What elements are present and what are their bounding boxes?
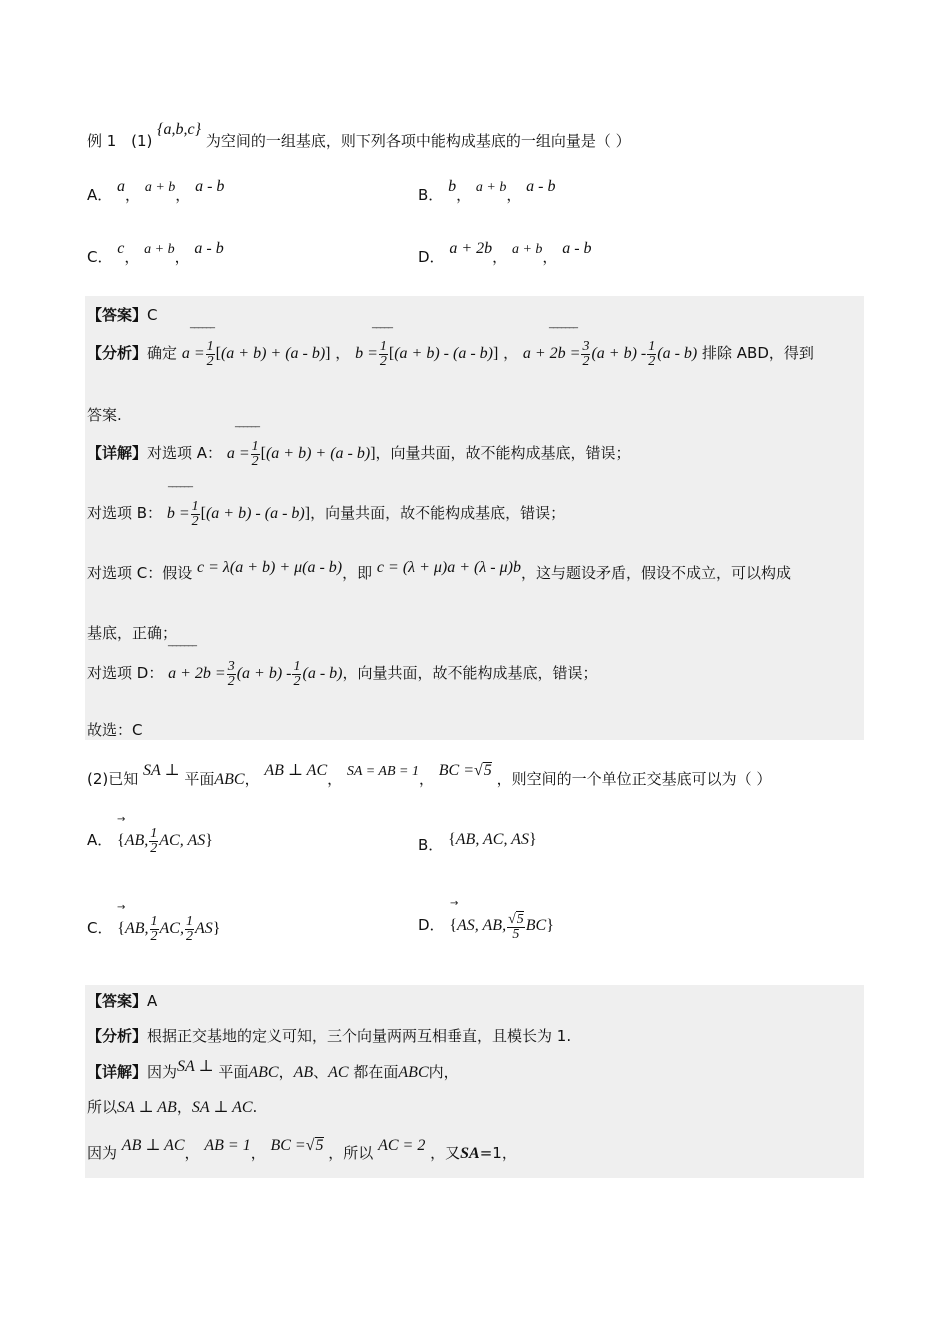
option-label: C． xyxy=(87,248,113,266)
analysis-pre: 确定 xyxy=(147,344,178,363)
detail-sa: SA xyxy=(460,1145,480,1162)
option-label: B． xyxy=(418,186,444,204)
analysis-text: 根据正交基地的定义可知，三个向量两两互相垂直，且模长为 1. xyxy=(147,1027,572,1045)
detail-cond: SA ⊥ xyxy=(177,1058,214,1075)
bc-rad: 5 xyxy=(315,1137,324,1154)
q1-label: 例 1 xyxy=(87,132,117,150)
vector-arrow: → xyxy=(117,902,125,913)
detail-b: SA ⊥ AC xyxy=(191,1099,253,1116)
sep: ， xyxy=(506,186,522,204)
vector-arrow: ‾‾‾‾‾‾ xyxy=(168,486,192,497)
q2-option-d xyxy=(418,911,554,942)
formula-c2: c = (λ + μ)a + (λ - μ)b xyxy=(376,559,521,576)
option-d-formula: {AS, AB, $\frac{√5}{5}$ BC} xyxy=(449,912,554,942)
q1-conclusion xyxy=(87,719,142,740)
q1-detail-b xyxy=(87,500,565,529)
q2-cond4: BC =√5 xyxy=(438,762,492,779)
q1-option-b xyxy=(418,178,556,205)
q1-analysis: 【分析】确定 a = $\frac{1}{2}$ [(a + b) + (a - b)] ， b = $\frac{1}{2}$ [(a + b) - (a - b)] ， a + 2b = $\frac{3}{2}$ (a + b) - $\frac{1}{2}$ (a - b) 排除 ABD，得到 xyxy=(87,339,814,369)
vec: a + b xyxy=(144,242,175,257)
vec: a + b xyxy=(511,242,543,257)
detail-in: 都在面 xyxy=(353,1063,399,1081)
formula-b: b = $\frac{1}{2}$ [(a + b) - (a - b)] xyxy=(355,339,499,369)
conclusion: 故选：C xyxy=(87,721,143,739)
q2-plane: ABC xyxy=(214,771,245,788)
detail-mid: 平面 xyxy=(218,1063,249,1081)
formula-d: a + 2b = $\frac{3}{2}$ (a + b) - $\frac{1}{2}$ (a - b) xyxy=(522,339,698,369)
q2-cond4-pre: BC = xyxy=(438,762,475,779)
q2-stem-text: ，则空间的一个单位正交基底可以为（ ） xyxy=(496,770,772,788)
vector-arrow: → xyxy=(117,814,125,825)
vec: a - b xyxy=(526,178,556,195)
q2-detail-1: 【详解】因为SA ⊥ 平面ABC，AB、AC 都在面ABC内， xyxy=(87,1058,459,1081)
detail-tail: ，向量共面，故不能构成基底，错误； xyxy=(310,504,566,523)
q1-detail-c xyxy=(87,559,791,583)
detail-plane: ABC xyxy=(248,1064,279,1081)
q1-option-d xyxy=(418,240,592,267)
q1-stem xyxy=(87,121,631,151)
q2-analysis xyxy=(87,1025,571,1046)
detail-d-pre: 对选项 D： xyxy=(87,664,164,683)
sep: ， xyxy=(175,186,191,204)
formula-a: a = $\frac{1}{2}$ [(a + b) + (a - b)] xyxy=(226,439,376,469)
q1-num: (1) xyxy=(131,132,153,150)
q2-option-c xyxy=(87,915,220,944)
analysis-label: 【分析】 xyxy=(87,1027,148,1045)
option-label: B． xyxy=(418,836,444,854)
bc-pre: BC = xyxy=(270,1137,306,1154)
formula-b: b = $\frac{1}{2}$ [(a + b) - (a - b)] xyxy=(166,499,311,529)
detail-a-pre: 对选项 A： xyxy=(147,444,223,463)
q1-detail-c-tail xyxy=(87,622,177,643)
detail-pre: 因为 xyxy=(87,1144,118,1162)
detail-c-tail: 基底，正确； xyxy=(87,624,178,642)
option-label: D． xyxy=(418,916,445,935)
vector-arrow: ‾‾‾‾‾‾ xyxy=(190,327,214,338)
q2-num: (2)已知 xyxy=(87,770,139,788)
q2-option-a xyxy=(87,827,213,856)
q2-answer xyxy=(87,990,157,1011)
detail-pre: 所以 xyxy=(87,1098,118,1116)
detail-sep: 、 xyxy=(313,1063,329,1081)
vec: a - b xyxy=(562,240,592,257)
option-b-formula: {AB, AC, AS} xyxy=(448,831,537,848)
detail-c-post: ，这与题设矛盾，假设不成立，可以构成 xyxy=(520,564,791,582)
q1-option-c xyxy=(87,240,224,267)
q1-set: {a,b,c} xyxy=(157,121,202,138)
q2-option-b xyxy=(418,831,537,855)
detail-c-mid: ，即 xyxy=(342,564,373,582)
q2-detail-2: 所以SA ⊥ AB，SA ⊥ AC. xyxy=(87,1098,258,1116)
q2-stem: (2)已知 SA ⊥ 平面ABC， AB ⊥ AC， SA = AB = 1， BC =√5 ，则空间的一个单位正交基底可以为（ ） xyxy=(87,762,772,788)
option-label: C． xyxy=(87,919,113,938)
detail-b: AB = 1 xyxy=(204,1137,251,1154)
option-a-formula: {AB, $\frac{1}{2}$ AC, AS} xyxy=(117,826,213,856)
q1-detail-a xyxy=(87,440,631,469)
vector-arrow: ‾‾‾‾‾‾‾ xyxy=(549,327,577,338)
vec: a + b xyxy=(144,180,176,195)
detail-plane: ABC xyxy=(398,1064,429,1081)
option-label: A． xyxy=(87,831,113,850)
answer-value: C xyxy=(147,306,158,324)
analysis-label: 【分析】 xyxy=(87,344,148,363)
option-c-formula: {AB, $\frac{1}{2}$ AC, $\frac{1}{2}$ AS} xyxy=(117,914,221,944)
analysis-post: 排除 ABD，得到 xyxy=(702,344,814,363)
vec: a - b xyxy=(195,178,225,195)
detail-bc: BC =√5 xyxy=(270,1137,324,1154)
sep: ， xyxy=(492,248,508,266)
detail-end: ，又 xyxy=(430,1144,461,1162)
detail-tail: ，向量共面，故不能构成基底，错误； xyxy=(342,664,598,683)
q1-detail-d xyxy=(87,660,597,689)
q1-analysis-tail xyxy=(87,404,122,425)
answer-label: 【答案】 xyxy=(87,306,148,324)
detail-mid: ，所以 xyxy=(328,1144,374,1162)
q1-option-a xyxy=(87,178,225,205)
q2-cond4-rad: 5 xyxy=(483,762,492,779)
sep: ， xyxy=(174,248,190,266)
vec: a + 2b xyxy=(449,240,493,257)
detail-label: 【详解】 xyxy=(87,444,148,463)
sep: ， xyxy=(125,186,141,204)
vector-arrow: ‾‾‾‾‾‾‾ xyxy=(168,645,196,656)
q1-answer xyxy=(87,304,158,325)
detail-b-pre: 对选项 B： xyxy=(87,504,163,523)
formula-d: a + 2b = $\frac{3}{2}$ (a + b) - $\frac{1}{2}$ (a - b) xyxy=(168,659,343,689)
q2-cond1-text: 平面 xyxy=(184,770,215,788)
option-label: A． xyxy=(87,186,113,204)
formula-a: a = $\frac{1}{2}$ [(a + b) + (a - b)] xyxy=(181,339,331,369)
detail-end: 内， xyxy=(428,1063,459,1081)
detail-tail: ，向量共面，故不能构成基底，错误； xyxy=(375,444,631,463)
formula-c1: c = λ(a + b) + μ(a - b) xyxy=(197,559,343,576)
analysis-tail: 答案. xyxy=(87,406,122,424)
vector-arrow: ‾‾‾‾‾ xyxy=(372,327,392,338)
answer-label: 【答案】 xyxy=(87,992,148,1010)
vec: a - b xyxy=(194,240,224,257)
detail-a: SA ⊥ AB xyxy=(117,1099,177,1116)
sep: ， xyxy=(456,186,472,204)
detail-c-pre: 对选项 C：假设 xyxy=(87,564,193,582)
q2-cond2: AB ⊥ AC xyxy=(264,762,328,779)
vec: c xyxy=(117,240,125,257)
detail-c: AC = 2 xyxy=(378,1137,426,1154)
detail-a: AB ⊥ AC xyxy=(121,1137,185,1154)
q2-detail-3: 因为 AB ⊥ AC， AB = 1， BC =√5 ，所以 AC = 2 ，又SA=1， xyxy=(87,1137,517,1162)
q1-stem-text: 为空间的一组基底，则下列各项中能构成基底的一组向量是（ ） xyxy=(205,132,631,150)
answer-value: A xyxy=(147,992,158,1010)
vector-arrow: → xyxy=(450,898,458,909)
vec: b xyxy=(448,178,457,195)
option-label: D． xyxy=(418,248,445,266)
detail-label: 【详解】 xyxy=(87,1063,148,1081)
detail-sa-val: =1， xyxy=(479,1144,517,1162)
q2-cond3: SA = AB = 1 xyxy=(346,764,419,779)
vec: a + b xyxy=(475,180,507,195)
vec: a xyxy=(117,178,126,195)
sep: ， xyxy=(542,248,558,266)
detail-pre: 因为 xyxy=(147,1063,178,1081)
q2-cond1: SA ⊥ xyxy=(143,762,180,779)
vector-arrow: ‾‾‾‾‾‾ xyxy=(235,426,259,437)
sep: ， xyxy=(124,248,140,266)
